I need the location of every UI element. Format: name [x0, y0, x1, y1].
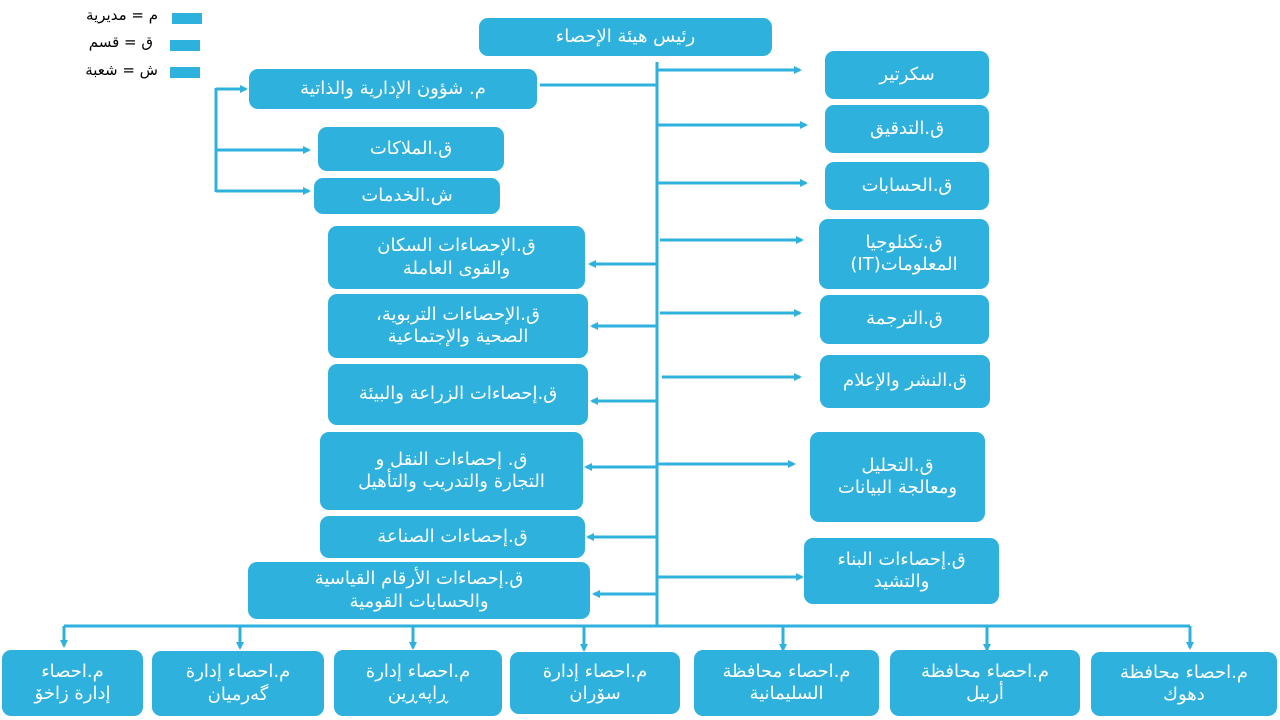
accounts-dept-box: ق.الحسابات: [825, 162, 989, 210]
erbil-directorate-box: م.احصاء محافظة أربيل: [890, 650, 1080, 716]
data-analysis-dept-box: ق.التحليل ومعالجة البيانات: [810, 432, 985, 522]
soran-directorate-box: م.احصاء إدارة سۆران: [510, 652, 680, 714]
legend-division-swatch: [170, 67, 200, 78]
population-stats-dept-box: ق.الإحصاءات السكان والقوى العاملة: [328, 226, 585, 289]
transport-stats-dept-box: ق. إحصاءات النقل و التجارة والتدريب والتأهيل: [320, 432, 583, 510]
agriculture-stats-dept-box: ق.إحصاءات الزراعة والبيئة: [328, 364, 588, 425]
translation-dept-box: ق.الترجمة: [820, 295, 989, 344]
legend-directorate-swatch: [172, 13, 202, 24]
admin-directorate-box: م. شؤون الإدارية والذاتية: [249, 69, 537, 109]
head-of-statistics-box: رئيس هيئة الإحصاء: [479, 18, 772, 56]
it-dept-box: ق.تكنلوجيا المعلومات(IT): [819, 219, 989, 289]
garmiyan-directorate-box: م.احصاء إدارة گەرميان: [152, 651, 324, 716]
legend-directorate-text: م = مديرية: [86, 6, 158, 24]
services-division-box: ش.الخدمات: [314, 178, 500, 214]
raparin-directorate-box: م.احصاء إدارة ڕاپەڕین: [334, 650, 502, 716]
zakho-directorate-box: م.احصاء إدارة زاخۆ: [2, 650, 143, 716]
media-dept-box: ق.النشر والإعلام: [820, 355, 990, 408]
education-health-stats-dept-box: ق.الإحصاءات التربوية، الصحية والإجتماعية: [328, 294, 588, 358]
legend-division-text: ش = شعبة: [85, 61, 158, 79]
legend-department-text: ق = قسم: [88, 33, 153, 51]
staffing-dept-box: ق.الملاكات: [318, 127, 504, 171]
audit-dept-box: ق.التدقيق: [825, 105, 989, 153]
construction-stats-dept-box: ق.إحصاءات البناء والتشيد: [804, 538, 999, 604]
national-accounts-dept-box: ق.إحصاءات الأرقام القياسية والحسابات القومية: [248, 562, 590, 619]
industry-stats-dept-box: ق.إحصاءات الصناعة: [320, 516, 585, 558]
legend-department-swatch: [170, 40, 200, 51]
secretary-box: سكرتير: [825, 51, 989, 99]
duhok-directorate-box: م.احصاء محافظة دهوك: [1091, 652, 1277, 716]
sulaymaniyah-directorate-box: م.احصاء محافظة السليمانية: [694, 650, 879, 716]
